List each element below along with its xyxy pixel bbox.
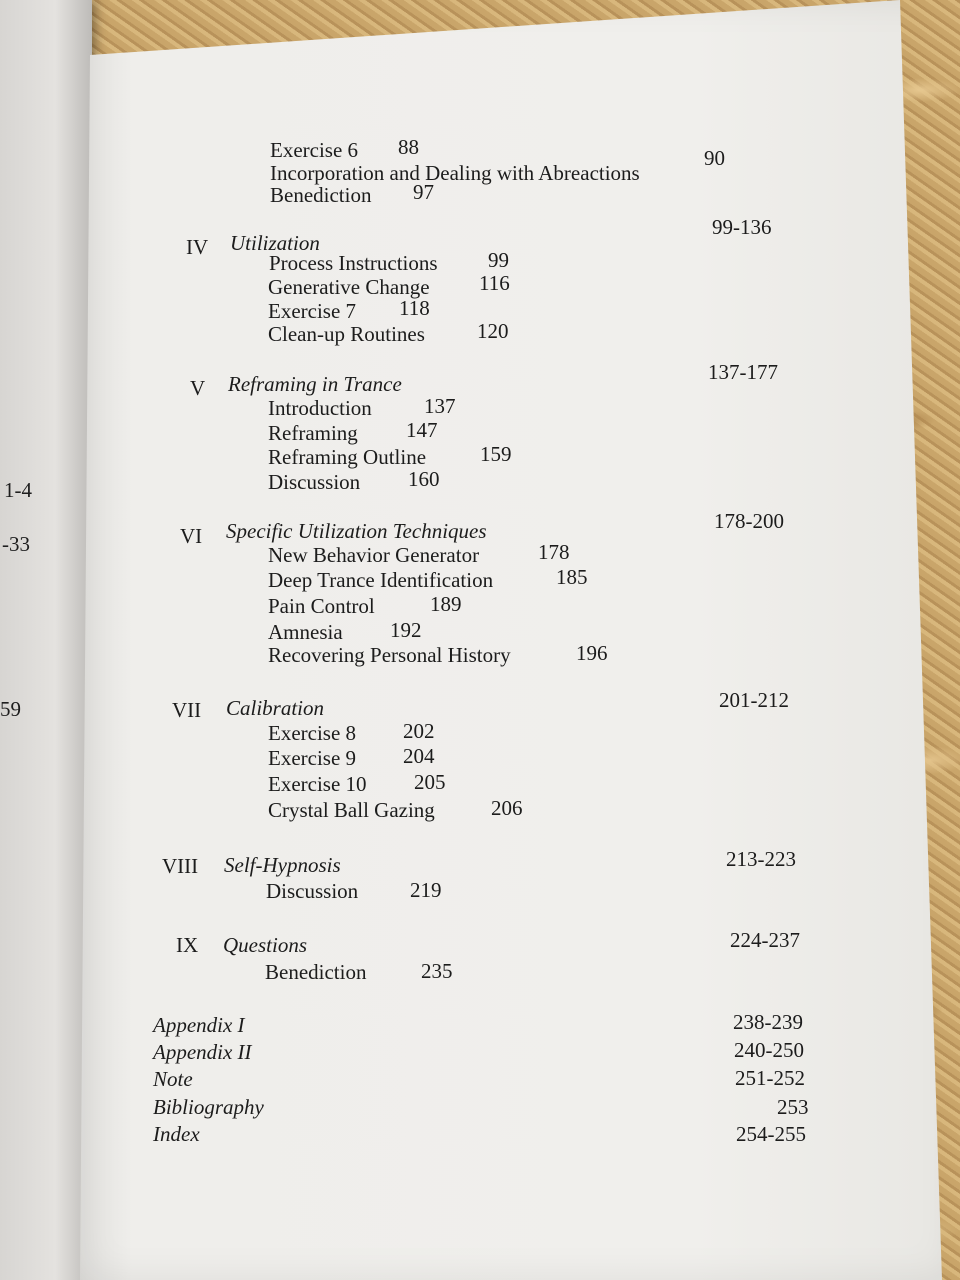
toc-entry-title: Exercise 8 bbox=[268, 721, 357, 745]
toc-entry-title: Exercise 6 bbox=[270, 138, 359, 162]
toc-entry-title: Exercise 9 bbox=[268, 746, 357, 770]
toc-entry-title: Discussion bbox=[268, 470, 361, 494]
chapter-title: Questions bbox=[223, 933, 307, 957]
chapter-title: Calibration bbox=[226, 696, 325, 720]
toc-entry-page: 196 bbox=[576, 641, 608, 665]
chapter-numeral: IX bbox=[176, 933, 199, 957]
back-matter-title: Bibliography bbox=[153, 1095, 264, 1119]
chapter-numeral: IV bbox=[186, 235, 209, 259]
chapter-page-range: 178-200 bbox=[714, 509, 784, 533]
toc-entry-title: Exercise 10 bbox=[268, 772, 367, 796]
toc-entry-page: 205 bbox=[414, 770, 446, 794]
toc-entry-title: Discussion bbox=[266, 879, 359, 903]
toc-entry-page: 120 bbox=[477, 319, 509, 343]
toc-entry-page: 206 bbox=[491, 796, 523, 820]
left-facing-page bbox=[0, 0, 92, 1280]
toc-entry-page: 204 bbox=[403, 744, 435, 768]
toc-entry-page: 147 bbox=[406, 418, 438, 442]
toc-entry-title: Reframing bbox=[268, 421, 358, 445]
toc-entry-title: Crystal Ball Gazing bbox=[268, 798, 435, 822]
toc-entry-page: 90 bbox=[704, 146, 725, 170]
toc-entry-page: 99 bbox=[488, 248, 509, 272]
chapter-title: Self-Hypnosis bbox=[224, 853, 341, 877]
back-matter-title: Appendix II bbox=[153, 1040, 252, 1064]
toc-entry-title: Pain Control bbox=[268, 594, 375, 618]
chapter-page-range: 213-223 bbox=[726, 847, 796, 871]
toc-entry-title: Clean-up Routines bbox=[268, 322, 425, 346]
chapter-numeral: V bbox=[190, 376, 206, 400]
chapter-page-range: 224-237 bbox=[730, 928, 800, 952]
toc-entry-page: 159 bbox=[480, 442, 512, 466]
back-matter-pages: 253 bbox=[777, 1095, 809, 1119]
chapter-page-range: 137-177 bbox=[708, 360, 778, 384]
chapter-title: Reframing in Trance bbox=[228, 372, 402, 396]
back-matter-pages: 254-255 bbox=[736, 1122, 806, 1146]
toc-entry-title: Exercise 7 bbox=[268, 299, 357, 323]
toc-entry-page: 202 bbox=[403, 719, 435, 743]
back-matter-pages: 238-239 bbox=[733, 1010, 803, 1034]
toc-entry-title: Amnesia bbox=[268, 620, 343, 644]
toc-entry-page: 160 bbox=[408, 467, 440, 491]
toc-entry-page: 137 bbox=[424, 394, 456, 418]
table-of-contents-page bbox=[80, 0, 955, 1280]
toc-entry-title: Reframing Outline bbox=[268, 445, 427, 469]
chapter-page-range: 201-212 bbox=[719, 688, 789, 712]
toc-entry-page: 88 bbox=[398, 135, 419, 159]
back-matter-title: Note bbox=[153, 1067, 193, 1091]
toc-entry-page: 235 bbox=[421, 959, 453, 983]
toc-entry-title: New Behavior Generator bbox=[268, 543, 480, 567]
toc-entry-page: 219 bbox=[410, 878, 442, 902]
toc-entry-title: Process Instructions bbox=[269, 251, 438, 275]
toc-entry-title: Benediction bbox=[270, 183, 372, 207]
back-matter-title: Index bbox=[153, 1122, 200, 1146]
toc-entry-title: Introduction bbox=[268, 396, 372, 420]
toc-entry-page: 189 bbox=[430, 592, 462, 616]
toc-entry-page: 178 bbox=[538, 540, 570, 564]
chapter-numeral: VII bbox=[172, 698, 202, 722]
left-page-fragment: 1-4 bbox=[4, 478, 32, 502]
back-matter-pages: 240-250 bbox=[734, 1038, 804, 1062]
toc-entry-title: Incorporation and Dealing with Abreactions bbox=[270, 161, 640, 185]
toc-entry-title: Deep Trance Identification bbox=[268, 568, 494, 592]
chapter-page-range: 99-136 bbox=[712, 215, 772, 239]
back-matter-pages: 251-252 bbox=[735, 1066, 805, 1090]
toc-entry-page: 116 bbox=[479, 271, 510, 295]
back-matter-title: Appendix I bbox=[153, 1013, 245, 1037]
toc-entry-title: Generative Change bbox=[268, 275, 430, 299]
left-page-fragment: -33 bbox=[2, 532, 30, 556]
toc-entry-page: 118 bbox=[399, 296, 430, 320]
toc-entry-page: 192 bbox=[390, 618, 422, 642]
chapter-title: Utilization bbox=[230, 231, 320, 255]
toc-entry-title: Recovering Personal History bbox=[268, 643, 511, 667]
chapter-title: Specific Utilization Techniques bbox=[226, 519, 487, 543]
left-page-fragment: 59 bbox=[0, 697, 21, 721]
toc-entry-page: 185 bbox=[556, 565, 588, 589]
chapter-numeral: VI bbox=[180, 524, 203, 548]
toc-entry-title: Benediction bbox=[265, 960, 367, 984]
chapter-numeral: VIII bbox=[162, 854, 199, 878]
toc-entry-page: 97 bbox=[413, 180, 434, 204]
